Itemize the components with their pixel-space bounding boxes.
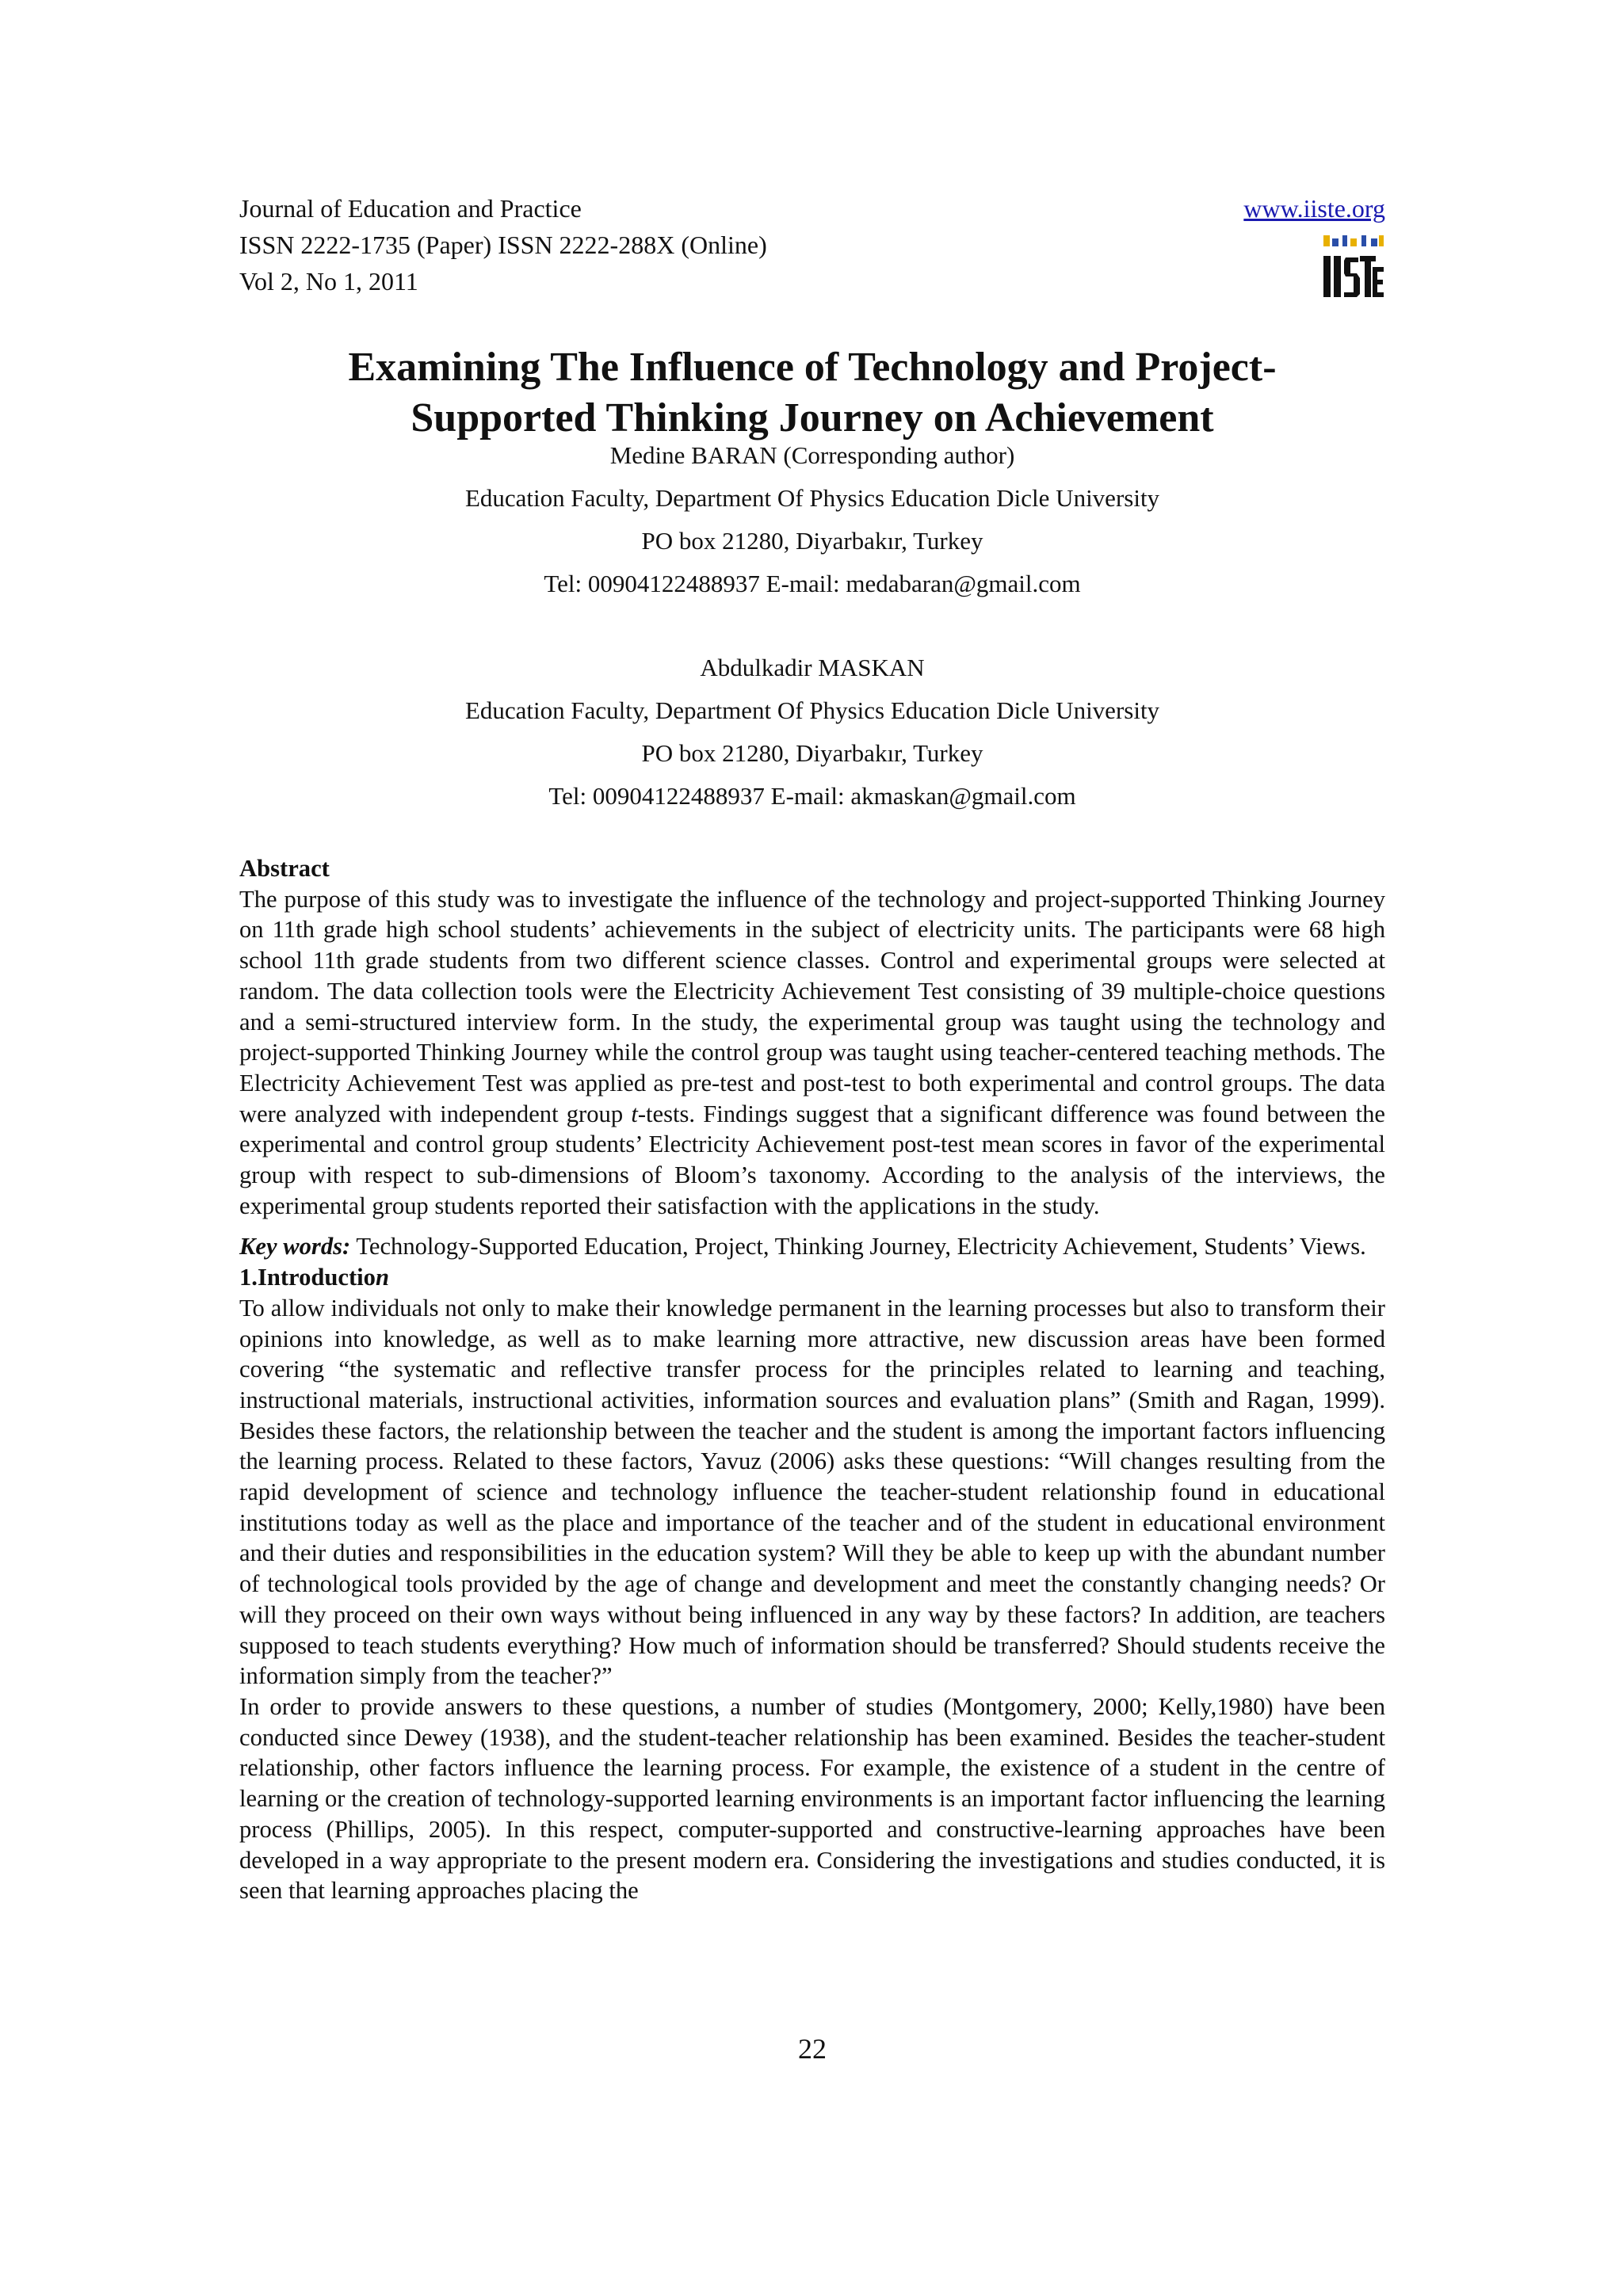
- abstract-heading: Abstract: [239, 855, 330, 882]
- journal-issn: ISSN 2222-1735 (Paper) ISSN 2222-288X (Online): [239, 231, 767, 259]
- author-2-contact: Tel: 00904122488937 E-mail: akmaskan@gmail.com: [548, 782, 1076, 810]
- paper-body: [239, 853, 1385, 1906]
- abstract-text-part-2: -tests. Findings suggest that a significant difference was found between the experimental and control group students’ Electricity Achievement post-test mean scores in favor of the experimental group with respect to sub-dimensions of Bloom’s taxonomy. According to the analysis of the interviews, the experimental group students reported their satisfaction with the applications in the study.: [239, 1100, 1385, 1219]
- introduction-heading: [239, 1262, 1385, 1293]
- author-spacer: [239, 605, 1385, 646]
- journal-name: Journal of Education and Practice: [239, 194, 582, 223]
- paper-title-line-2: Supported Thinking Journey on Achievement: [411, 395, 1214, 441]
- author-1-contact: Tel: 00904122488937 E-mail: medabaran@gmail.com: [544, 570, 1081, 597]
- author-block: [239, 434, 1385, 818]
- author-2-address: PO box 21280, Diyarbakır, Turkey: [641, 739, 983, 767]
- journal-website-link[interactable]: www.iiste.org: [1243, 194, 1385, 223]
- journal-info: [239, 190, 767, 299]
- introduction-paragraph-1: To allow individuals not only to make their knowledge permanent in the learning processes but also to transform their opinions into knowledge, as well as to make learning more attractive, new discussion areas have been formed covering “the systematic and reflective transfer process for the principles related to learning and teaching, instructional materials, instructional activities, information sources and evaluation plans” (Smith and Ragan, 1999). Besides these factors, the relationship between the teacher and the student is among the important factors influencing the learning process. Related to these factors, Yavuz (2006) asks these questions: “Will changes resulting from the rapid development of science and technology influence the teacher-student relationship found in educational institutions today as well as the place and importance of the teacher and of the student in educational environment and their duties and responsibilities in the education system? Will they be able to keep up with the abundant number of technological tools provided by the age of change and development and meet the constantly changing needs? Or will they proceed on their own ways without being influenced in any way by these factors? In addition, are teachers supposed to teach students everything? How much of information should be transferred? Should students receive the information simply from the teacher?”: [239, 1294, 1385, 1690]
- author-1-name: Medine BARAN (Corresponding author): [609, 441, 1015, 469]
- abstract-t-italic: t: [631, 1100, 638, 1127]
- page-number: 22: [798, 2033, 827, 2065]
- keywords: [239, 1231, 1385, 1262]
- paper-title: [239, 342, 1385, 444]
- paper-title-line-1: Examining The Influence of Technology and Project-: [348, 345, 1277, 390]
- keywords-label: Key words:: [239, 1233, 351, 1261]
- introduction-paragraph-2: In order to provide answers to these questions, a number of studies (Montgomery, 2000; Kelly,1980) have been conducted since Dewey (1938), and the student-teacher relationship has been examined. Besides the teacher-student relationship, other factors influence the learning process. For example, the existence of a student in the centre of learning or the creation of technology-supported learning environments is an important factor influencing the learning process (Phillips, 2005). In this respect, computer-supported and constructive-learning approaches have been developed in a way appropriate to the present modern era. Considering the investigations and studies conducted, it is seen that learning approaches placing the: [239, 1692, 1385, 1905]
- journal-volume: Vol 2, No 1, 2011: [239, 267, 418, 296]
- author-1-affiliation: Education Faculty, Department Of Physics Education Dicle University: [464, 484, 1160, 512]
- abstract-text-part-1: The purpose of this study was to investigate the influence of the technology and project-supported Thinking Journey on 11th grade high school students’ achievements in the subject of electricity units. The participants were 68 high school 11th grade students from two different science classes. Control and experimental groups were selected at random. The data collection tools were the Electricity Achievement Test consisting of 39 multiple-choice questions and a semi-structured interview form. In the study, the experimental group was taught using the technology and project-supported Thinking Journey while the control group was taught using teacher-centered teaching methods. The Electricity Achievement Test was applied as pre-test and post-test to both experimental and control groups. The data were analyzed with independent group: [239, 885, 1385, 1127]
- keywords-text: Technology-Supported Education, Project, Thinking Journey, Electricity Achievement, Students’ Views.: [356, 1233, 1366, 1261]
- author-2-affiliation: Education Faculty, Department Of Physics Education Dicle University: [464, 696, 1160, 724]
- iiste-logo: [1322, 234, 1385, 300]
- introduction-heading-plain: 1.Introductio: [239, 1264, 376, 1291]
- author-2-name: Abdulkadir MASKAN: [700, 654, 925, 681]
- journal-header: [239, 190, 1385, 309]
- abstract-text: [239, 884, 1385, 1222]
- introduction-heading-italic: n: [375, 1264, 389, 1291]
- author-1-address: PO box 21280, Diyarbakır, Turkey: [641, 527, 983, 555]
